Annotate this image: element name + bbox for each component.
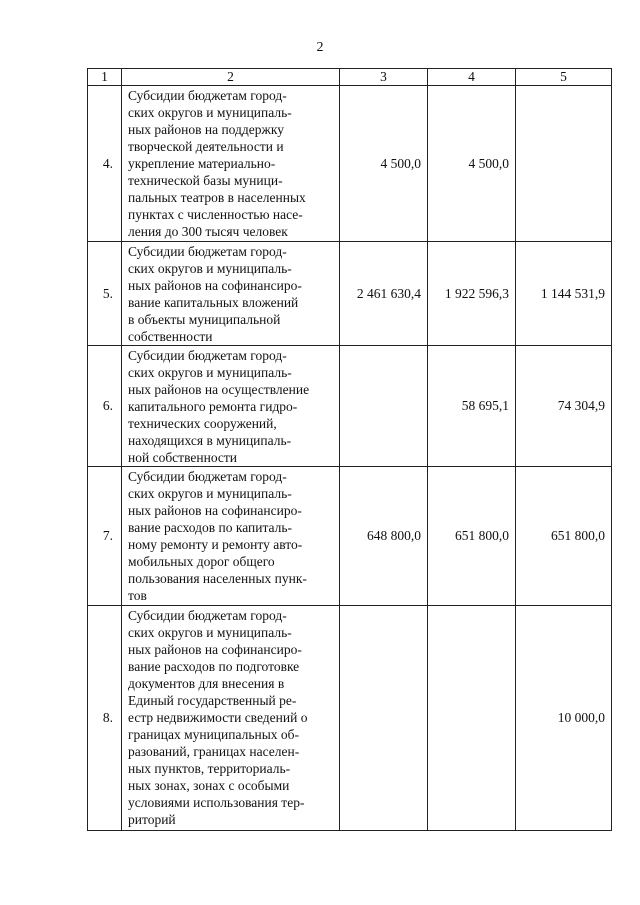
row-description — [122, 242, 340, 346]
description-line: Субсидии бюджетам город- — [128, 608, 287, 623]
table-row — [88, 606, 612, 831]
value-col-4 — [428, 606, 516, 831]
row-index: 5. — [88, 242, 122, 346]
description-line: ских округов и муниципаль- — [128, 365, 292, 380]
header-cell: 3 — [340, 69, 428, 86]
value-col-4: 58 695,1 — [428, 346, 516, 467]
value-col-5: 1 144 531,9 — [516, 242, 612, 346]
value-col-5: 74 304,9 — [516, 346, 612, 467]
row-index: 6. — [88, 346, 122, 467]
value-col-3: 4 500,0 — [340, 86, 428, 242]
row-index: 8. — [88, 606, 122, 831]
description-line: ной собственности — [128, 450, 238, 465]
description-line: ному ремонту и ремонту авто- — [128, 537, 303, 552]
description-line: вание капитальных вложений — [128, 295, 299, 310]
description-line: собственности — [128, 329, 213, 344]
value-col-3: 2 461 630,4 — [340, 242, 428, 346]
description-line: пользования населенных пунк- — [128, 571, 307, 586]
description-line: риторий — [128, 812, 176, 827]
description-line: находящихся в муниципаль- — [128, 433, 292, 448]
description-line: документов для внесения в — [128, 676, 285, 691]
header-cell: 1 — [88, 69, 122, 86]
row-description — [122, 606, 340, 831]
table-row — [88, 86, 612, 242]
value-col-5: 651 800,0 — [516, 467, 612, 606]
description-line: тов — [128, 588, 147, 603]
description-line: технической базы муници- — [128, 173, 283, 188]
description-line: вание расходов по подготовке — [128, 659, 300, 674]
description-line: Субсидии бюджетам город- — [128, 88, 287, 103]
description-line: границах муниципальных об- — [128, 727, 300, 742]
description-line: ных зонах, зонах с особыми — [128, 778, 290, 793]
page-number: 2 — [316, 40, 324, 55]
description-line: ских округов и муниципаль- — [128, 105, 292, 120]
description-line: Единый государственный ре- — [128, 693, 297, 708]
description-line: Субсидии бюджетам город- — [128, 469, 287, 484]
description-line: ных районов на софинансиро- — [128, 642, 302, 657]
row-index: 4. — [88, 86, 122, 242]
header-cell: 2 — [122, 69, 340, 86]
table-row — [88, 242, 612, 346]
description-line: естр недвижимости сведений о — [128, 710, 308, 725]
description-line: пальных театров в населенных — [128, 190, 306, 205]
value-col-3: 648 800,0 — [340, 467, 428, 606]
description-line: ных районов на поддержку — [128, 122, 284, 137]
description-line: Субсидии бюджетам город- — [128, 348, 287, 363]
header-cell: 5 — [516, 69, 612, 86]
row-description — [122, 86, 340, 242]
description-line: ных пунктов, территориаль- — [128, 761, 291, 776]
value-col-4: 651 800,0 — [428, 467, 516, 606]
description-line: ления до 300 тысяч человек — [128, 224, 288, 239]
description-line: пунктах с численностью насе- — [128, 207, 303, 222]
value-col-3 — [340, 346, 428, 467]
row-index: 7. — [88, 467, 122, 606]
description-line: капитального ремонта гидро- — [128, 399, 298, 414]
description-line: вание расходов по капиталь- — [128, 520, 293, 535]
value-col-3 — [340, 606, 428, 831]
table-row — [88, 346, 612, 467]
row-description — [122, 346, 340, 467]
description-line: условиями использования тер- — [128, 795, 305, 810]
description-line: Субсидии бюджетам город- — [128, 244, 287, 259]
description-line: в объекты муниципальной — [128, 312, 281, 327]
description-line: творческой деятельности и — [128, 139, 284, 154]
row-description — [122, 467, 340, 606]
description-line: ных районов на осуществление — [128, 382, 310, 397]
description-line: технических сооружений, — [128, 416, 277, 431]
description-line: ских округов и муниципаль- — [128, 486, 292, 501]
description-line: ских округов и муниципаль- — [128, 625, 292, 640]
description-line: ных районов на софинансиро- — [128, 278, 302, 293]
budget-table — [87, 68, 612, 831]
description-line: ских округов и муниципаль- — [128, 261, 292, 276]
description-line: ных районов на софинансиро- — [128, 503, 302, 518]
header-cell: 4 — [428, 69, 516, 86]
table-header-row — [88, 69, 612, 86]
value-col-4: 1 922 596,3 — [428, 242, 516, 346]
value-col-5 — [516, 86, 612, 242]
description-line: укрепление материально- — [128, 156, 276, 171]
table-row — [88, 467, 612, 606]
value-col-4: 4 500,0 — [428, 86, 516, 242]
description-line: мобильных дорог общего — [128, 554, 275, 569]
description-line: разований, границах населен- — [128, 744, 300, 759]
value-col-5: 10 000,0 — [516, 606, 612, 831]
